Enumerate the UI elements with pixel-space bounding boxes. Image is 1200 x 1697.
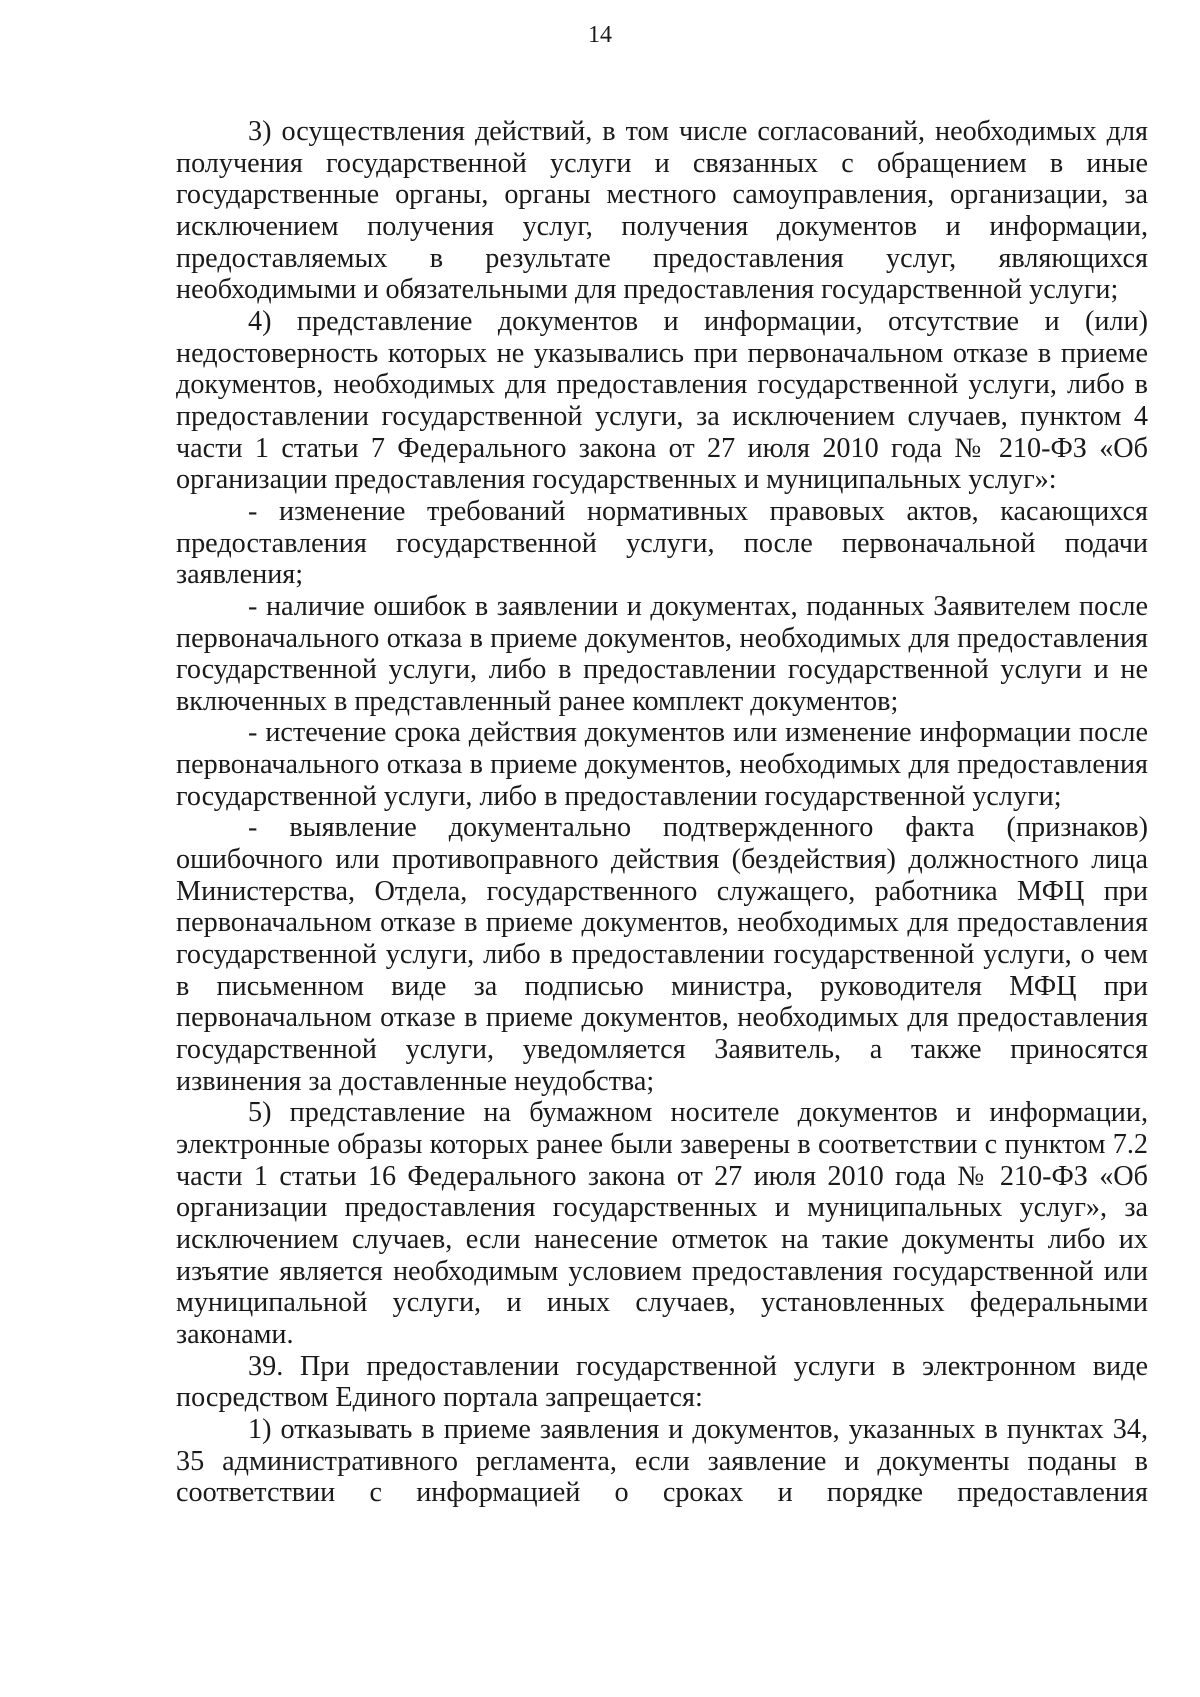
page-number: 14 xyxy=(588,22,612,48)
document-body xyxy=(176,116,1148,1509)
paragraph-item-3: 3) осуществления действий, в том числе согласований, необходимых для получения государственной услуги и связанных с обращением в иные государственные органы, органы местного самоуправления, организации, за исключением получения услуг, получения документов и информации, предоставляемых в результате предоставления услуг, являющихся необходимыми и обязательными для предоставления государственной услуги; xyxy=(176,116,1148,306)
paragraph-dash-errors: - наличие ошибок в заявлении и документах, поданных Заявителем после первоначального отказа в приеме документов, необходимых для предоставления государственной услуги, либо в предоставлении государственной услуги и не включенных в представленный ранее комплект документов; xyxy=(176,590,1148,717)
paragraph-section-39: 39. При предоставлении государственной услуги в электронном виде посредством Единого портала запрещается: xyxy=(176,1350,1148,1414)
paragraph-section-39-item-1: 1) отказывать в приеме заявления и документов, указанных в пунктах 34, 35 административного регламента, если заявление и документы поданы в соответствии с информацией о сроках и порядке предоставления xyxy=(176,1413,1148,1509)
paragraph-dash-expiry: - истечение срока действия документов или изменение информации после первоначального отказа в приеме документов, необходимых для предоставления государственной услуги, либо в предоставлении государственной услуги; xyxy=(176,717,1148,812)
paragraph-item-4: 4) представление документов и информации, отсутствие и (или) недостоверность которых не указывались при первоначальном отказе в приеме документов, необходимых для предоставления государственной услуги, либо в предоставлении государственной услуги, за исключением случаев, пунктом 4 части 1 статьи 7 Федерального закона от 27 июля 2010 года № 210-ФЗ «Об организации предоставления государственных и муниципальных услуг»: xyxy=(176,305,1148,496)
paragraph-dash-misconduct: - выявление документально подтвержденного факта (признаков) ошибочного или противоправного действия (бездействия) должностного лица Министерства, Отдела, государственного служащего, работника МФЦ при первоначальном отказе в приеме документов, необходимых для предоставления государственной услуги, либо в предоставлении государственной услуги, о чем в письменном виде за подписью министра, руководителя МФЦ при первоначальном отказе в приеме документов, необходимых для предоставления государственной услуги, уведомляется Заявитель, а также приносятся извинения за доставленные неудобства; xyxy=(176,812,1148,1097)
paragraph-dash-requirements-change: - изменение требований нормативных правовых актов, касающихся предоставления государственной услуги, после первоначальной подачи заявления; xyxy=(176,495,1148,591)
paragraph-item-5: 5) представление на бумажном носителе документов и информации, электронные образы которых ранее были заверены в соответствии с пунктом 7.2 части 1 статьи 16 Федерального закона от 27 июля 2010 года № 210-ФЗ «Об организации предоставления государственных и муниципальных услуг», за исключением случаев, если нанесение отметок на такие документы либо их изъятие является необходимым условием предоставления государственной или муниципальной услуги, и иных случаев, установленных федеральными законами. xyxy=(176,1097,1148,1350)
